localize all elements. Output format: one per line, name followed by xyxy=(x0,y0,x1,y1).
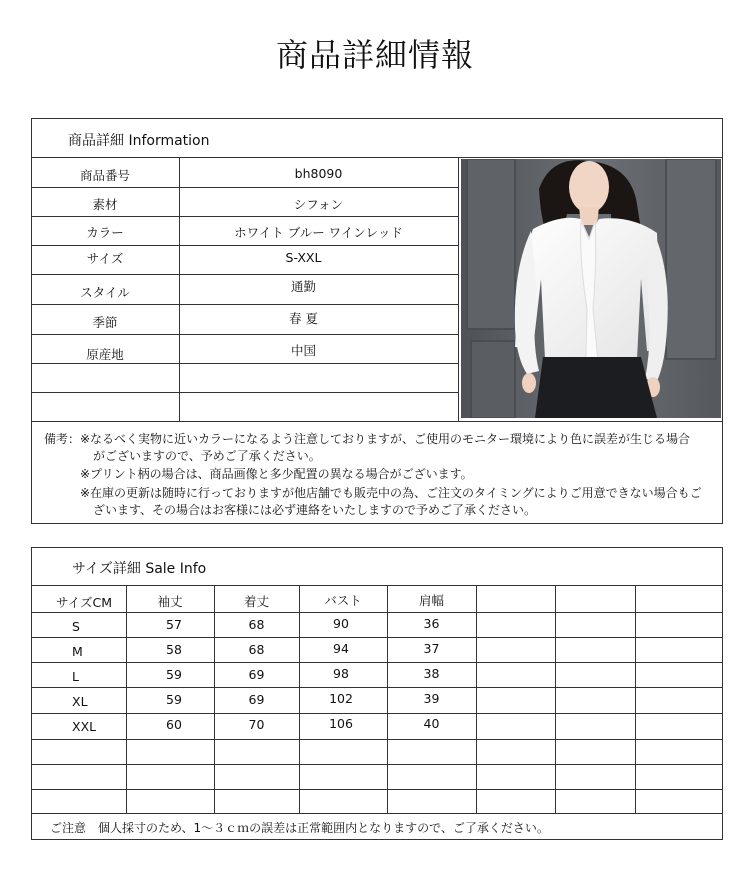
size-row-l-bust: 98 xyxy=(333,666,349,681)
product-photo xyxy=(461,159,721,418)
size-row-l-shoulder: 38 xyxy=(423,666,440,681)
page-title: 商品詳細情報 xyxy=(275,36,474,74)
size-row-s-sleeve: 57 xyxy=(166,617,182,632)
notes-line: がございますので、予めご了承ください。 xyxy=(93,449,321,463)
size-row-m-length: 68 xyxy=(248,642,265,657)
size-row-l-size: L xyxy=(72,669,79,684)
size-row-xxl-shoulder: 40 xyxy=(423,716,440,731)
size-row-m-shoulder: 37 xyxy=(423,641,440,656)
size-row-s-size: S xyxy=(72,619,80,634)
detail-value-color: ホワイト ブルー ワインレッド xyxy=(234,225,403,240)
size-row-xl-length: 69 xyxy=(248,692,265,707)
detail-label-style: スタイル xyxy=(80,285,130,300)
size-row-xxl-length: 70 xyxy=(248,717,265,732)
detail-label-season: 季節 xyxy=(92,315,118,330)
notes-line: ざいます、その場合はお客様には必ず連絡をいたしますので予めご了承ください。 xyxy=(93,503,537,517)
size-row-m-sleeve: 58 xyxy=(166,642,182,657)
size-row-xl-sleeve: 59 xyxy=(166,692,182,707)
size-section-title: サイズ詳細 Sale Info xyxy=(72,561,207,577)
detail-label-color: カラー xyxy=(86,225,124,240)
size-row-xl-shoulder: 39 xyxy=(423,691,440,706)
detail-value-season: 春 夏 xyxy=(289,311,318,326)
notes-line: ※なるべく実物に近いカラーになるよう注意しておりますが、ご使用のモニター環境により色に誤差が生じる場合 xyxy=(80,432,691,446)
size-row-s-bust: 90 xyxy=(333,616,349,631)
details-section-title: 商品詳細 Information xyxy=(68,133,210,149)
size-header-length: 着丈 xyxy=(243,594,269,609)
detail-value-origin: 中国 xyxy=(290,343,316,358)
size-row-s-length: 68 xyxy=(248,617,265,632)
size-header-shoulder: 肩幅 xyxy=(418,593,444,608)
detail-value-style: 通勤 xyxy=(290,279,316,294)
detail-value-size: S-XXL xyxy=(285,250,322,265)
detail-label-size: サイズ xyxy=(86,251,124,266)
size-row-m-size: M xyxy=(72,644,83,659)
size-row-s-shoulder: 36 xyxy=(423,616,440,631)
detail-value-material: シフォン xyxy=(293,197,344,212)
size-row-m-bust: 94 xyxy=(333,641,349,656)
size-row-xxl-size: XXL xyxy=(72,719,97,734)
detail-label-item-number: 商品番号 xyxy=(79,168,130,183)
notes-line: ※在庫の更新は随時に行っておりますが他店舗でも販売中の為、ご注文のタイミングによりご用意できない場合もご xyxy=(80,486,702,500)
detail-value-item-number: bh8090 xyxy=(294,166,343,181)
size-row-l-length: 69 xyxy=(248,667,265,682)
size-row-xl-bust: 102 xyxy=(329,691,353,706)
size-header-bust: バスト xyxy=(324,593,362,608)
size-row-xxl-bust: 106 xyxy=(329,716,353,731)
size-row-l-sleeve: 59 xyxy=(166,667,182,682)
size-footer-note: ご注意 個人採寸のため、1～３ｃｍの誤差は正常範囲内となりますので、ご了承ください。 xyxy=(50,821,549,835)
size-row-xl-size: XL xyxy=(72,694,88,709)
detail-label-origin: 原産地 xyxy=(86,347,124,362)
size-header-sleeve: 袖丈 xyxy=(157,594,183,609)
notes-line: ※プリント柄の場合は、商品画像と多少配置の異なる場合がございます。 xyxy=(80,467,473,481)
notes-prefix: 備考： xyxy=(44,432,81,446)
size-header-size: サイズCM xyxy=(56,595,113,610)
size-row-xxl-sleeve: 60 xyxy=(166,717,182,732)
detail-label-material: 素材 xyxy=(92,197,118,212)
